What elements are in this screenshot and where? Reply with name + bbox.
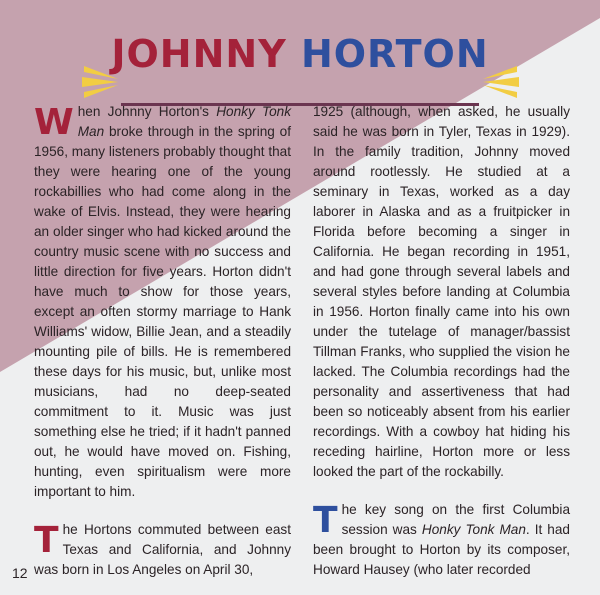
song-title: Honky Tonk Man — [77, 104, 292, 139]
paragraph — [313, 102, 570, 482]
left-column — [34, 102, 291, 595]
drop-cap: T — [34, 520, 59, 561]
paragraph-text: . It had been brought to Horton by its composer, Howard Hausey (who later recorded — [313, 522, 570, 577]
drop-cap: T — [313, 500, 338, 541]
paragraph-lead: he key song on the first Columbia session was — [341, 502, 570, 537]
paragraph — [34, 520, 291, 580]
paragraph-text: 1925 (although, when asked, he usually said he was born in Tyler, Texas in 1929). In the family tradition, Johnny moved around rootlessly. He studied at a seminary in Texas, worked as a day laborer in Alaska and as a fruitpicker in Florida before becoming a singer in California. He began recording in 1951, and had gone through several labels and several styles before landing at Columbia in 1956. Horton finally came into his own under the tutelage of manager/bassist Tillman Franks, who supplied the vision he lacked. The Columbia recordings had the personality and assertiveness that had been so noticeably absent from his earlier recordings. With a cowboy hat hiding his receding hairline, Horton more or less looked the part of the rockabilly. — [313, 104, 570, 479]
song-title: Honky Tonk Man — [421, 522, 526, 537]
paragraph — [34, 102, 291, 502]
right-sunburst-icon — [483, 62, 519, 102]
paragraph-text: broke through in the spring of 1956, many listeners probably thought that they were hearing one of the young rockabillies who had come along in the wake of Elvis. Instead, they were hearing an older singer who had kicked around the country music scene with no success and little direction for five years. Horton didn't have much to show for those years, except an often stormy marriage to Hank Williams' widow, Billie Jean, and a steadily mounting pile of bills. He is remembered these days for his music, but, unlike most musicians, had no deep-seated commitment to it. Music was just something else he tried; if it hadn't panned out, he would have moved on. Fishing, hunting, even spiritualism were more important to him. — [34, 124, 291, 499]
title-first-word: JOHNNY — [111, 32, 287, 76]
title-banner — [0, 28, 600, 88]
paragraph-text: he Hortons commuted between east Texas and California, and Johnny was born in Los Angeles on April 30, — [34, 522, 291, 577]
paragraph — [313, 500, 570, 580]
title-second-word: HORTON — [300, 32, 489, 76]
drop-cap: W — [34, 102, 74, 143]
paragraph-lead: hen Johnny Horton's — [77, 104, 217, 119]
page-number: 12 — [12, 565, 28, 581]
right-column — [313, 102, 570, 595]
